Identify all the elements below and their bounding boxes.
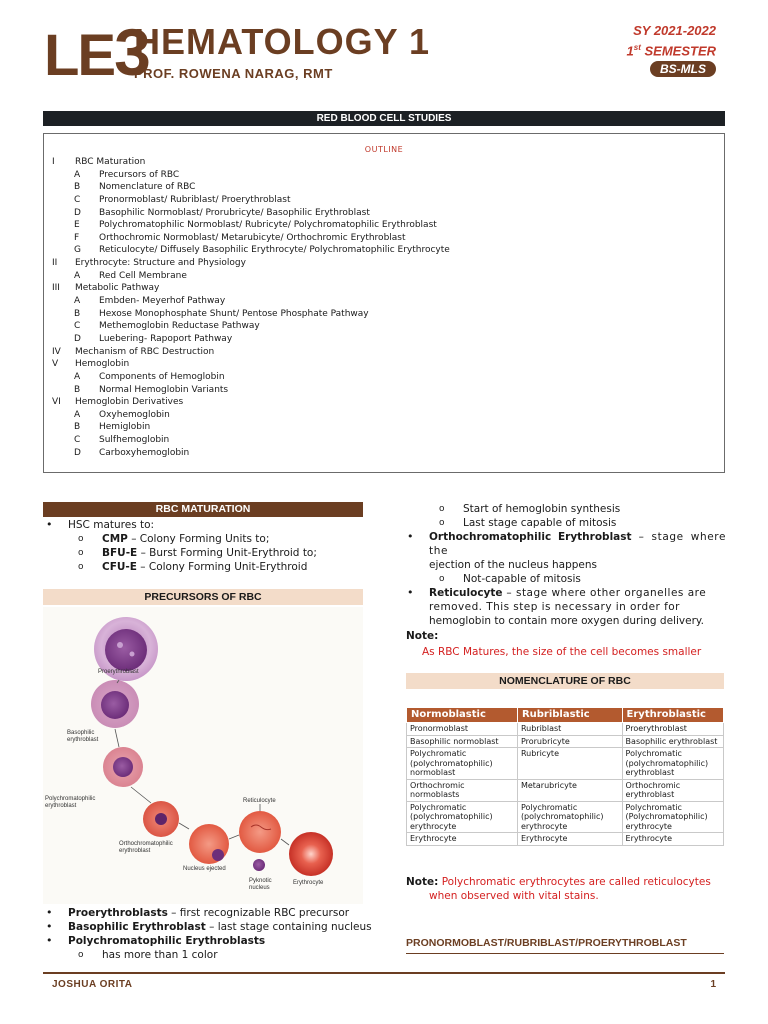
outline-item-text: Luebering- Rapoport Pathway <box>99 333 233 344</box>
list-item <box>404 572 726 586</box>
poly-sub-text: has more than 1 color <box>102 949 218 961</box>
outline-item-text: Methemoglobin Reductase Pathway <box>99 321 260 332</box>
hsc-intro: HSC matures to: <box>68 519 155 531</box>
outline-item-number: B <box>74 422 81 433</box>
table-cell: Erythrocyte <box>622 833 723 846</box>
outline-item-number: III <box>52 283 60 294</box>
nomenclature-heading: NOMENCLATURE OF RBC <box>406 673 724 689</box>
table-cell: Rubriblast <box>517 723 622 736</box>
table-cell: Rubricyte <box>517 748 622 780</box>
erythrocyte-label: Erythrocyte <box>293 880 324 886</box>
basophilic-term: Basophilic Erythroblast <box>68 921 206 933</box>
pyknotic-label-line2: nucleus <box>249 885 270 891</box>
rbc-maturation-diagram <box>43 607 363 904</box>
orthochromatophilic-erythroblast-cell <box>143 801 179 837</box>
maturation-continued <box>404 502 726 628</box>
nomenclature-table <box>406 707 724 846</box>
table-cell: Polychromatic (Polychromatophilic) erythrocyte <box>622 801 723 833</box>
outline-item-text: Pronormoblast/ Rubriblast/ Proerythroblast <box>99 194 291 205</box>
outline-item-number: B <box>74 182 81 193</box>
list-item <box>404 586 726 628</box>
page-number: 1 <box>710 979 716 990</box>
proerythroblasts-term: Proerythroblasts <box>68 907 168 919</box>
course-title: HEMATOLOGY 1 <box>134 21 431 62</box>
outline-item-number: A <box>74 371 81 382</box>
poly-sub-2: Last stage capable of mitosis <box>463 517 617 529</box>
ortho-term: Orthochromatophilic Erythroblast <box>429 531 632 543</box>
list-item <box>43 948 373 962</box>
reticulocyte-cell <box>239 811 281 853</box>
outline-item-number: IV <box>52 346 61 357</box>
ortho-desc-1: – stage where the <box>429 531 726 557</box>
poly-sub-1: Start of hemoglobin synthesis <box>463 503 621 515</box>
table-cell: Proerythroblast <box>622 723 723 736</box>
note-label: Note: <box>406 630 439 642</box>
cmp-desc: – Colony Forming Units to; <box>127 533 270 545</box>
bullet-icon: • <box>46 934 53 947</box>
list-item <box>43 518 373 532</box>
term-info <box>627 22 716 78</box>
circle-bullet-icon: o <box>439 518 445 528</box>
outline-box <box>43 133 725 473</box>
outline-item-text: Nomenclature of RBC <box>99 182 196 193</box>
pyknotic-nucleus <box>253 859 265 871</box>
outline-item-number: A <box>74 296 81 307</box>
table-cell: Basophilic normoblast <box>407 735 518 748</box>
outline-item-text: Basophilic Normoblast/ Prorubricyte/ Basophilic Erythroblast <box>99 207 370 218</box>
footer-author: JOSHUA ORITA <box>52 979 133 990</box>
precursors-heading: PRECURSORS OF RBC <box>43 589 363 605</box>
lecture-code-number: 3 <box>114 15 149 89</box>
outline-item-text: Mechanism of RBC Destruction <box>75 346 215 357</box>
rbc-maturation-list <box>43 518 373 574</box>
table-row <box>407 833 724 846</box>
outline-item-number: G <box>74 245 81 256</box>
list-item <box>43 934 373 948</box>
retic-desc-1: – stage where other organelles are <box>502 587 707 599</box>
outline-item-text: Reticulocyte/ Diffusely Basophilic Erythrocyte/ Polychromatophilic Erythrocyte <box>99 245 450 256</box>
bullet-icon: • <box>407 530 414 543</box>
section-title: RED BLOOD CELL STUDIES <box>43 111 725 126</box>
outline-item-number: V <box>52 359 59 370</box>
outline-item-number: D <box>74 447 81 458</box>
table-row <box>407 735 724 748</box>
circle-bullet-icon: o <box>78 950 84 960</box>
outline-item-number: D <box>74 207 81 218</box>
outline-item-text: Erythrocyte: Structure and Physiology <box>75 258 246 269</box>
outline-item-text: Sulfhemoglobin <box>99 435 170 446</box>
outline-item-text: Hemoglobin Derivatives <box>75 397 184 408</box>
table-cell: Pronormoblast <box>407 723 518 736</box>
rbc-precursor-figure <box>43 607 363 904</box>
bfu-desc: – Burst Forming Unit-Erythroid to; <box>137 547 317 559</box>
cfu-term: CFU-E <box>102 561 137 573</box>
note-text: As RBC Matures, the size of the cell becomes smaller <box>422 646 702 658</box>
outline-item-number: E <box>74 220 80 231</box>
nomenclature-note <box>406 875 728 903</box>
orthochromatophilic-label-line1: Orthochromatophilic <box>119 841 173 847</box>
outline-item-number: A <box>74 270 81 281</box>
semester-number: 1 <box>626 43 634 59</box>
basophilic-label-line2: erythroblast <box>67 737 99 743</box>
outline-item-text: Red Cell Membrane <box>99 270 187 281</box>
bullet-icon: • <box>46 518 53 531</box>
table-header-row <box>407 708 724 723</box>
outline-item-number: C <box>74 435 81 446</box>
semester-label: SEMESTER <box>640 43 716 59</box>
table-column-header: Normoblastic <box>407 708 518 723</box>
cmp-term: CMP <box>102 533 128 545</box>
outline-item-text: Hemoglobin <box>75 359 130 370</box>
outline-item-number: D <box>74 333 81 344</box>
retic-desc-2: removed. This step is necessary in order for <box>429 601 680 613</box>
outline-title: OUTLINE <box>364 145 404 154</box>
outline-item-text: Polychromatophilic Normoblast/ Rubricyte/ Polychromatophilic Erythroblast <box>99 220 437 231</box>
table-cell: Erythrocyte <box>517 833 622 846</box>
bfu-term: BFU-E <box>102 547 138 559</box>
heading-divider <box>406 953 724 954</box>
table-cell: Metarubricyte <box>517 779 622 801</box>
orthochromatophilic-label-line2: erythroblast <box>119 848 151 854</box>
bullet-icon: • <box>407 586 414 599</box>
retic-desc-3: hemoglobin to contain more oxygen during delivery. <box>429 615 704 627</box>
list-item <box>43 920 373 934</box>
table-row <box>407 748 724 780</box>
nomenclature-note-text-1: Polychromatic erythrocytes are called reticulocytes <box>441 876 711 888</box>
school-year: SY 2021-2022 <box>633 23 716 38</box>
outline-item-number: C <box>74 321 81 332</box>
table-cell: Polychromatic (polychromatophilic) erythrocyte <box>407 801 518 833</box>
outline-item-text: Oxyhemoglobin <box>99 409 170 420</box>
table-cell: Basophilic erythroblast <box>622 735 723 748</box>
bullet-icon: • <box>46 906 53 919</box>
nomenclature-note-label: Note: <box>406 876 439 888</box>
circle-bullet-icon: o <box>439 504 445 514</box>
table-cell: Orthochromic erythroblast <box>622 779 723 801</box>
outline-item-text: Metabolic Pathway <box>75 283 160 294</box>
circle-bullet-icon: o <box>78 534 84 544</box>
nucleus-ejected-cell <box>189 824 229 864</box>
outline-item-text: Orthochromic Normoblast/ Metarubicyte/ Orthochromic Erythroblast <box>99 232 406 243</box>
cfu-desc: – Colony Forming Unit-Erythroid <box>136 561 308 573</box>
nomenclature-note-line1 <box>406 875 728 889</box>
list-item <box>43 906 373 920</box>
table-cell: Orthochromic normoblasts <box>407 779 518 801</box>
bullet-icon: • <box>46 920 53 933</box>
nucleus-ejected-label: Nucleus ejected <box>183 866 226 872</box>
outline-item-number: VI <box>52 397 61 408</box>
list-item <box>43 546 373 560</box>
circle-bullet-icon: o <box>78 548 84 558</box>
ortho-sub: Not-capable of mitosis <box>463 573 581 585</box>
table-column-header: Rubriblastic <box>517 708 622 723</box>
table-row <box>407 723 724 736</box>
table-cell: Prorubricyte <box>517 735 622 748</box>
table-row <box>407 779 724 801</box>
outline-item-number: II <box>52 258 58 269</box>
outline-item-text: Normal Hemoglobin Variants <box>99 384 229 395</box>
polychromatophilic-term: Polychromatophilic Erythroblasts <box>68 935 266 947</box>
table-cell: Polychromatic (polychromatophilic) normoblast <box>407 748 518 780</box>
pronormoblast-heading: PRONORMOBLAST/RUBRIBLAST/PROERYTHROBLAST <box>406 937 687 949</box>
basophilic-label-line1: Basophilic <box>67 730 95 736</box>
rbc-maturation-heading: RBC MATURATION <box>43 502 363 517</box>
outline-item-number: B <box>74 384 81 395</box>
basophilic-erythroblast-cell <box>91 680 139 728</box>
outline-item-number: A <box>74 169 81 180</box>
list-item <box>404 516 726 530</box>
polychromatophilic-label-line1: Polychromatophilic <box>45 796 96 802</box>
outline-item-text: Components of Hemoglobin <box>99 371 225 382</box>
nomenclature-note-text-2: when observed with vital stains. <box>429 890 599 902</box>
list-item <box>404 530 726 572</box>
footer-divider <box>43 972 725 974</box>
table-cell: Polychromatic (polychromatophilic) erythroblast <box>622 748 723 780</box>
semester-suffix: st <box>633 43 641 52</box>
outline-item-number: I <box>52 157 55 167</box>
program-badge: BS-MLS <box>650 61 716 77</box>
proerythroblast-label: Proerythroblast <box>98 669 139 675</box>
outline-item-number: C <box>74 194 81 205</box>
polychromatophilic-label-line2: erythroblast <box>45 803 77 809</box>
circle-bullet-icon: o <box>439 574 445 584</box>
table-column-header: Erythroblastic <box>622 708 723 723</box>
table-cell: Erythrocyte <box>407 833 518 846</box>
outline-item-text: Carboxyhemoglobin <box>99 447 190 458</box>
outline-item-number: A <box>74 409 81 420</box>
list-item <box>43 532 373 546</box>
outline-item-text: Hexose Monophosphate Shunt/ Pentose Phosphate Pathway <box>99 308 369 319</box>
polychromatophilic-erythroblast-cell <box>103 747 143 787</box>
table-row <box>407 801 724 833</box>
retic-term: Reticulocyte <box>429 587 503 599</box>
proerythroblasts-desc: – first recognizable RBC precursor <box>167 907 350 919</box>
outline-item-text: Precursors of RBC <box>99 169 180 180</box>
list-item <box>404 502 726 516</box>
outline-item-text: RBC Maturation <box>75 157 146 167</box>
outline-item-number: F <box>74 232 80 243</box>
erythrocyte-cell <box>289 832 333 876</box>
reticulocyte-label: Reticulocyte <box>243 798 276 804</box>
professor-name: PROF. ROWENA NARAG, RMT <box>134 66 333 81</box>
table-cell: Polychromatic (polychromatophilic) erythrocyte <box>517 801 622 833</box>
lecture-code-prefix: LE <box>44 23 115 88</box>
precursors-list <box>43 906 373 962</box>
pyknotic-label-line1: Pyknotic <box>249 878 272 884</box>
semester <box>627 39 716 59</box>
circle-bullet-icon: o <box>78 562 84 572</box>
ortho-desc-2: ejection of the nucleus happens <box>429 559 598 571</box>
outline-item-text: Embden- Meyerhof Pathway <box>99 296 226 307</box>
outline-item-number: B <box>74 308 81 319</box>
outline-item-text: Hemiglobin <box>99 422 151 433</box>
list-item <box>43 560 373 574</box>
basophilic-desc: – last stage containing nucleus <box>205 921 372 933</box>
